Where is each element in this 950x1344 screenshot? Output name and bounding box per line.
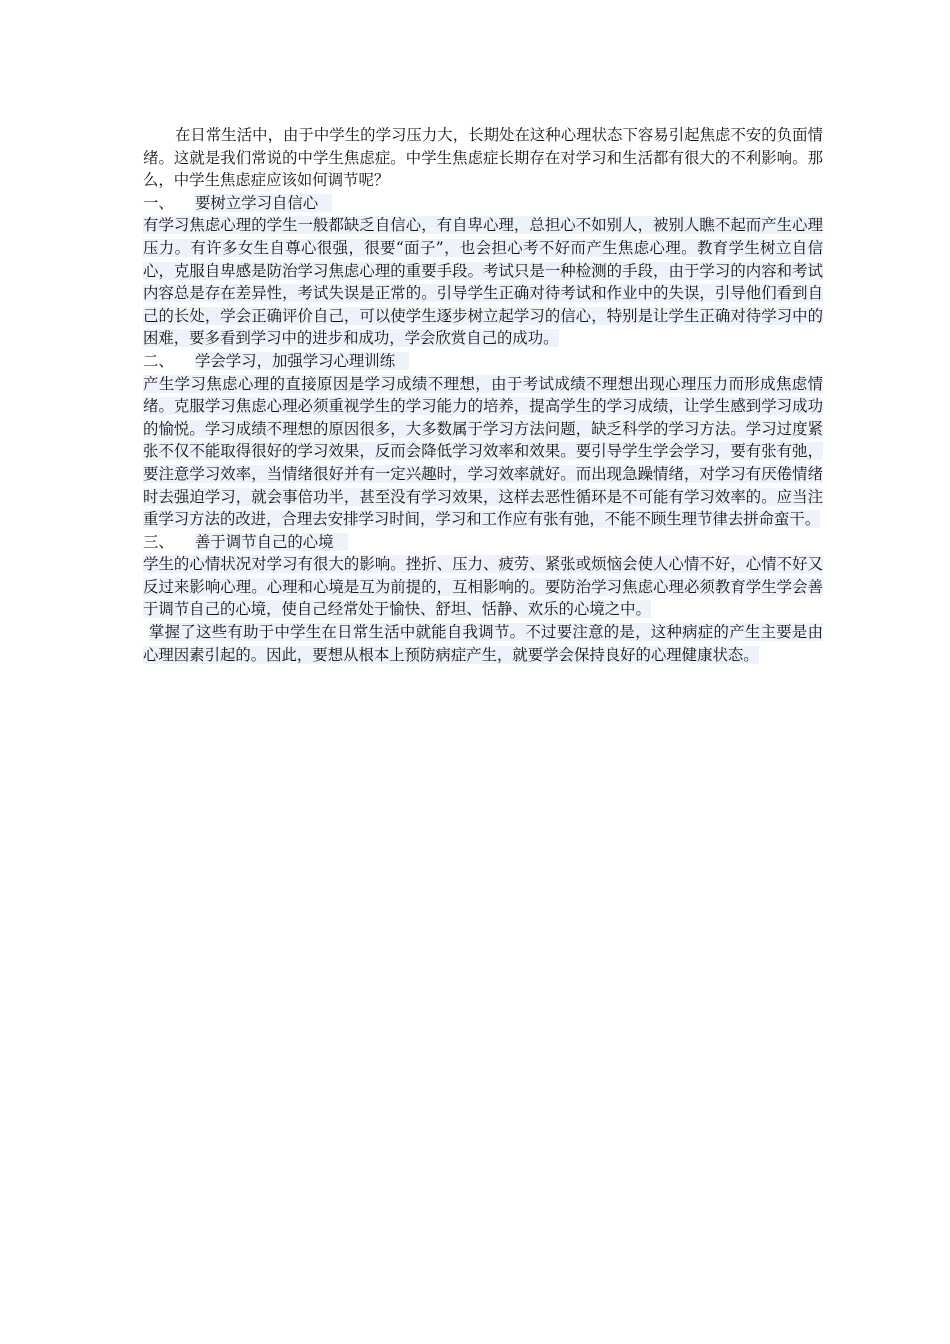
section-2-body: [143, 373, 823, 531]
section-1-number: 一、: [143, 193, 174, 212]
section-1-title: 要树立学习自信心: [195, 194, 332, 212]
article-body: [143, 124, 823, 666]
section-2-body-text: 产生学习焦虑心理的直接原因是学习成绩不理想，由于考试成绩不理想出现心理压力而形成焦虑情绪。克服学习焦虑心理必须重视学生的学习能力的培养，提高学生的学习成绩，让学生感到学习成功的愉悦。学习成绩不理想的原因很多，大多数属于学习方法问题，缺乏科学的学习方法。学习过度紧张不仅不能取得很好的学习效果，反而会降低学习效率和效果。要引导学生学会学习，要有张有弛，要注意学习效率，当情绪很好并有一定兴趣时，学习效率就好。而出现急躁情绪，对学习有厌倦情绪时去强迫学习，就会事倍功半，甚至没有学习效果，这样去恶性循环是不可能有学习效率的。应当注重学习方法的改进，合理去安排学习时间，学习和工作应有张有弛，不能不顾生理节律去拼命蛮干。: [143, 374, 823, 529]
section-2-heading: [143, 350, 823, 373]
section-2-number: 二、: [143, 351, 174, 370]
section-3-heading: [143, 531, 823, 554]
intro-paragraph: 在日常生活中，由于中学生的学习压力大，长期处在这种心理状态下容易引起焦虑不安的负面情绪。这就是我们常说的中学生焦虑症。中学生焦虑症长期存在对学习和生活都有很大的不利影响。那么，中学生焦虑症应该如何调节呢？: [143, 126, 823, 190]
section-3-number: 三、: [143, 532, 174, 551]
section-2-title: 学会学习，加强学习心理训练: [195, 352, 409, 370]
section-1-body: [143, 214, 823, 350]
section-3-body-text: 学生的心情状况对学习有很大的影响。挫折、压力、疲劳、紧张或烦恼会使人心情不好，心情不好又反过来影响心理。心理和心境是互为前提的，互相影响的。要防治学习焦虑心理必须教育学生学会善于调节自己的心境，使自己经常处于愉快、舒坦、恬静、欢乐的心境之中。: [143, 555, 823, 619]
conclusion-text: 掌握了这些有助于中学生在日常生活中就能自我调节。不过要注意的是，这种病症的产生主要是由心理因素引起的。因此，要想从根本上预防病症产生，就要学会保持良好的心理健康状态。: [143, 623, 823, 664]
section-3-body: [143, 553, 823, 621]
conclusion-paragraph: [143, 621, 823, 666]
section-1-body-text: 有学习焦虑心理的学生一般都缺乏自信心，有自卑心理，总担心不如别人，被别人瞧不起而产生心理压力。有许多女生自尊心很强，很要“面子”，也会担心考不好而产生焦虑心理。教育学生树立自信心，克服自卑感是防治学习焦虑心理的重要手段。考试只是一种检测的手段，由于学习的内容和考试内容总是存在差异性，考试失误是正常的。引导学生正确对待考试和作业中的失误，引导他们看到自己的长处，学会正确评价自己，可以使学生逐步树立起学习的信心，特别是让学生正确对待学习中的困难，要多看到学习中的进步和成功，学会欣赏自己的成功。: [143, 216, 823, 348]
section-3-title: 善于调节自己的心境: [195, 533, 348, 551]
section-1-heading: [143, 192, 823, 215]
